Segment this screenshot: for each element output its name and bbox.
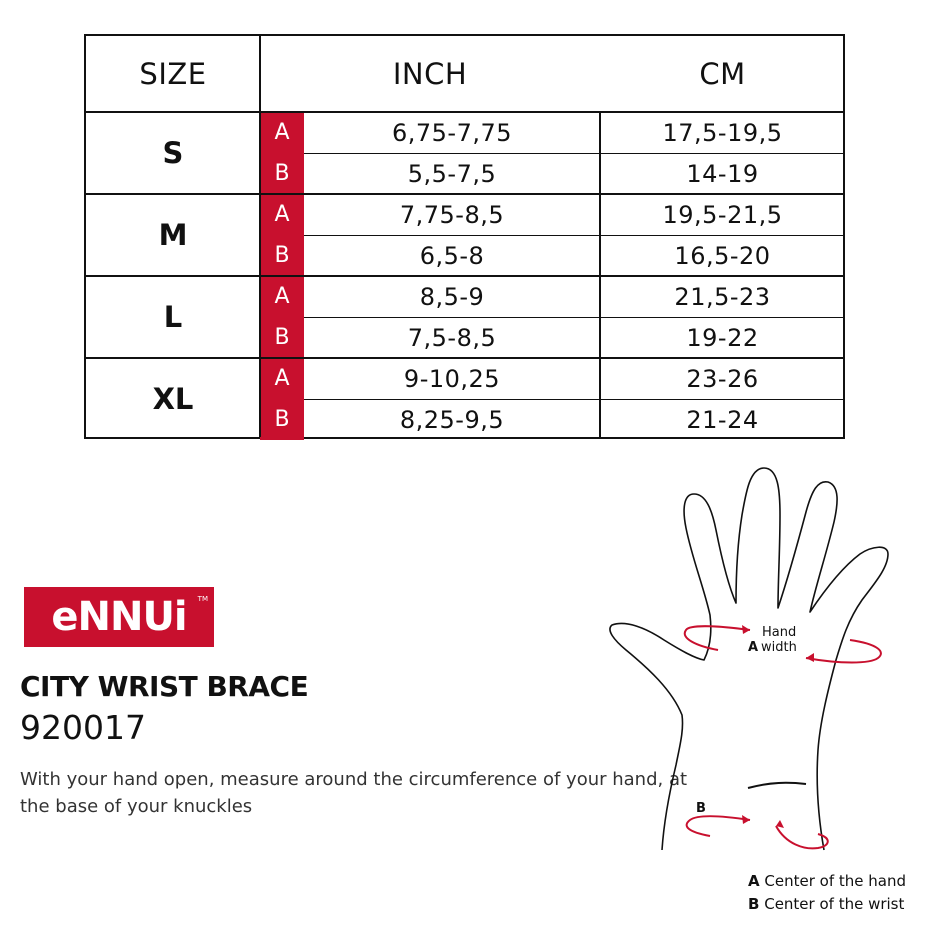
measure-letter: B xyxy=(260,399,304,440)
row-divider xyxy=(86,275,843,277)
arrow-b-right-icon xyxy=(776,826,828,848)
inch-value: 5,5-7,5 xyxy=(407,159,497,188)
arrow-a-right-icon xyxy=(806,640,881,663)
hand-outline-icon xyxy=(610,468,888,850)
legend-text: Center of the hand xyxy=(764,872,906,890)
row-divider xyxy=(86,111,843,113)
inch-value: 6,5-8 xyxy=(419,241,485,270)
header-inch: INCH xyxy=(392,57,468,91)
inch-value: 7,75-8,5 xyxy=(399,200,505,229)
measuring-instructions: With your hand open, measure around the circumference of your hand, at the base of your knuckles xyxy=(20,769,688,817)
cm-value: 19,5-21,5 xyxy=(662,200,783,229)
inch-value: 6,75-7,75 xyxy=(391,118,513,147)
measure-letter: A xyxy=(260,276,304,317)
logo-trademark: TM xyxy=(197,595,208,603)
header-size: SIZE xyxy=(139,57,207,91)
size-label: S xyxy=(162,136,184,170)
cm-value: 17,5-19,5 xyxy=(662,118,783,147)
size-label: L xyxy=(163,300,183,334)
diagram-b-letter: B xyxy=(696,801,706,816)
ennui-logo xyxy=(24,587,214,647)
measurement-legend xyxy=(748,870,906,916)
row-divider xyxy=(86,357,843,359)
wrist-crease-icon xyxy=(748,783,806,788)
hand-diagram xyxy=(600,460,900,860)
measure-letter: A xyxy=(260,112,304,153)
legend-text: Center of the wrist xyxy=(764,895,905,913)
arrowhead-b-left-icon xyxy=(742,815,750,824)
diagram-a-letter: A xyxy=(748,640,759,655)
measure-letter: B xyxy=(260,153,304,194)
row-divider xyxy=(86,193,843,195)
legend-letter: B xyxy=(748,895,760,913)
cm-value: 23-26 xyxy=(686,364,759,393)
inch-value: 7,5-8,5 xyxy=(407,323,497,352)
inch-value: 8,5-9 xyxy=(419,282,485,311)
inch-value: 8,25-9,5 xyxy=(399,405,505,434)
size-label: M xyxy=(158,218,188,252)
size-label: XL xyxy=(152,382,194,416)
diagram-hand-label: Hand xyxy=(762,625,797,640)
diagram-width-label: width xyxy=(761,640,797,655)
cm-value: 21,5-23 xyxy=(674,282,771,311)
arrowhead-a-right-icon xyxy=(806,653,814,662)
size-table xyxy=(84,34,845,439)
cm-value: 19-22 xyxy=(686,323,759,352)
cm-value: 21-24 xyxy=(686,405,759,434)
column-divider xyxy=(259,36,261,437)
measure-letter: A xyxy=(260,358,304,399)
column-divider xyxy=(599,112,601,437)
arrow-a-left-icon xyxy=(685,626,750,650)
cm-value: 14-19 xyxy=(686,159,759,188)
measure-letter: B xyxy=(260,317,304,358)
product-title: CITY WRIST BRACE xyxy=(20,670,309,703)
arrowhead-a-left-icon xyxy=(742,625,750,634)
logo-wordmark: eNNUi xyxy=(51,594,187,640)
measure-letter: B xyxy=(260,235,304,276)
inch-value: 9-10,25 xyxy=(403,364,501,393)
legend-item-a xyxy=(748,870,906,893)
arrow-b-left-icon xyxy=(687,816,750,836)
cm-value: 16,5-20 xyxy=(674,241,771,270)
legend-item-b xyxy=(748,893,906,916)
measure-letter: A xyxy=(260,194,304,235)
legend-letter: A xyxy=(748,872,760,890)
product-code: 920017 xyxy=(20,708,146,747)
header-cm: CM xyxy=(699,57,746,91)
